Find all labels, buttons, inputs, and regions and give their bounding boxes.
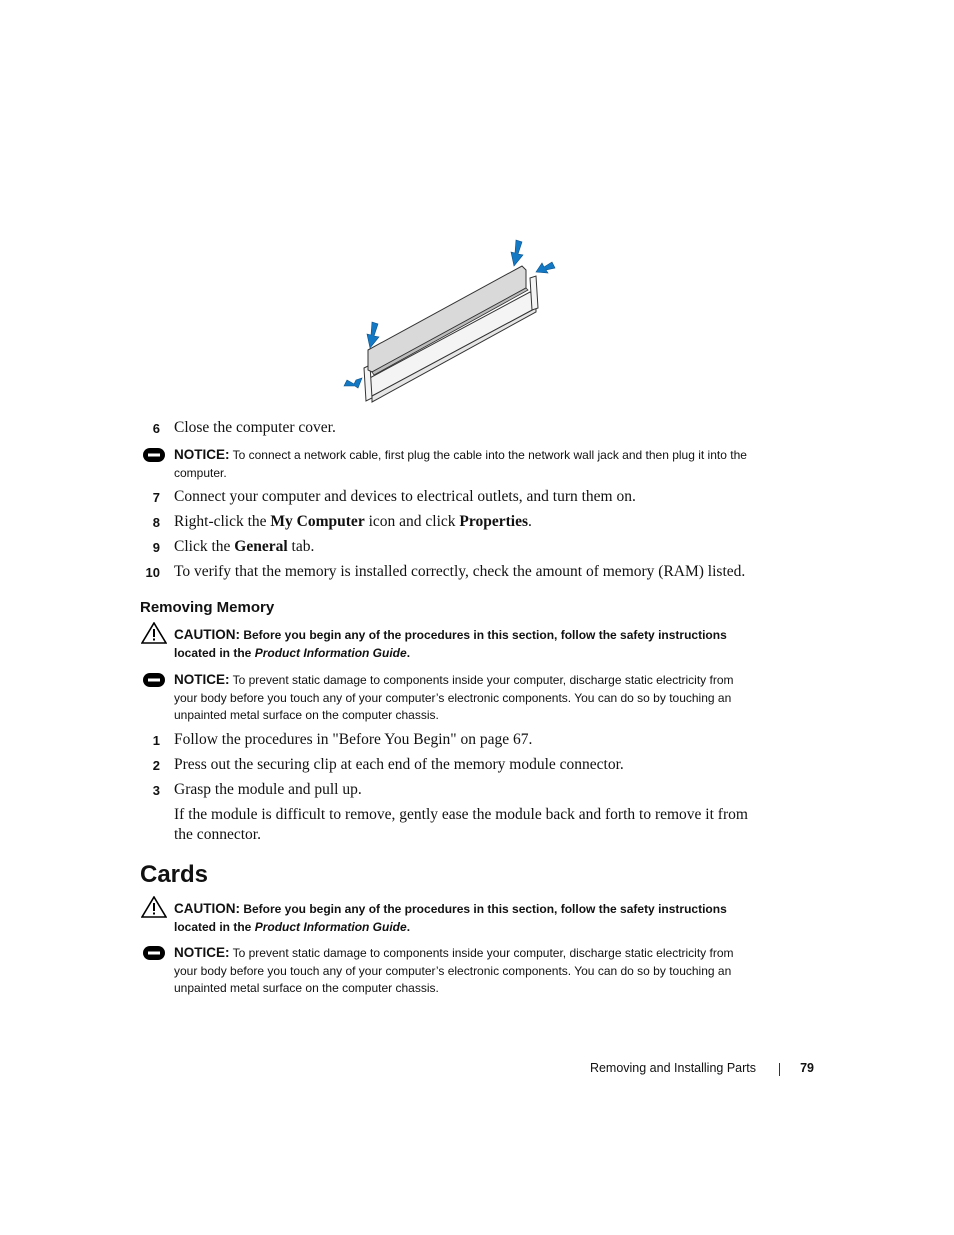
step-text: Connect your computer and devices to electrical outlets, and turn them on. [174,488,636,505]
ui-term-properties: Properties [459,513,528,530]
notice-network-cable [140,446,760,482]
notice-text: To connect a network cable, first plug the cable into the network wall jack and then plug it into the computer. [174,448,747,480]
text-run: icon and click [364,513,460,530]
text-run: . [406,919,411,934]
step-number: 1 [152,733,160,748]
caution-label: CAUTION: [174,901,240,916]
step-8 [140,512,760,532]
footer-separator [779,1063,780,1076]
step-number: 8 [152,515,160,530]
notice-icon [142,672,166,688]
ui-term-my-computer: My Computer [270,513,365,530]
step-number: 9 [152,540,160,555]
notice-static-cards [140,944,760,998]
text-run: Click the [174,538,235,555]
arrow-clip-left-icon [344,378,362,388]
notice-text: To prevent static damage to components inside your computer, discharge static electricity from your body before you touch any of your computer’s electronic components. You can do so by touching an unpainted metal surface on the computer chassis. [174,673,734,722]
step-6 [140,418,760,438]
notice-text: To prevent static damage to components inside your computer, discharge static electricity from your body before you touch any of your computer’s electronic components. You can do so by touching an unpainted metal surface on the computer chassis. [174,946,734,995]
step-text [174,537,760,557]
remove-step-3 [140,780,760,800]
step-9 [140,537,760,557]
remove-paragraph: If the module is difficult to remove, gently ease the module back and forth to remove it from the connector. [174,806,748,843]
text-run: . [406,645,411,660]
footer-section-title: Removing and Installing Parts [589,1061,756,1075]
step-text: Follow the procedures in "Before You Begin" on page 67. [174,731,533,748]
right-clip [530,276,538,310]
caution-removing [140,626,760,662]
caution-triangle-icon [141,896,167,918]
step-number: 6 [152,421,160,436]
caution-text: Before you begin any of the procedures in this section, follow the safety instructions located in the [174,902,727,934]
page-number: 79 [800,1061,814,1075]
notice-static-removing [140,671,760,725]
step-number: 3 [152,783,160,798]
step-text: To verify that the memory is installed correctly, check the amount of memory (RAM) listed. [174,563,746,580]
arrow-down-right-icon [511,240,523,266]
step-text: Grasp the module and pull up. [174,781,362,798]
caution-text: Before you begin any of the procedures in this section, follow the safety instructions located in the [174,628,727,660]
remove-step-1 [140,730,760,750]
caution-label: CAUTION: [174,627,240,642]
step-number: 10 [145,565,160,580]
notice-label: NOTICE: [174,945,230,960]
notice-icon [142,945,166,961]
caution-triangle-icon [141,622,167,644]
section-heading-removing-memory: Removing Memory [140,599,275,616]
notice-label: NOTICE: [174,672,230,687]
notice-label: NOTICE: [174,447,230,462]
step-number: 2 [152,758,160,773]
guide-title: Product Information Guide [254,919,407,934]
text-run: . [527,513,532,530]
notice-icon [142,447,166,463]
memory-module-illustration [330,230,570,415]
arrow-clip-right-icon [536,262,555,273]
step-text: Close the computer cover. [174,419,336,436]
step-text [174,512,760,532]
arrow-down-left-icon [367,322,379,348]
guide-title: Product Information Guide [254,645,407,660]
section-heading-cards: Cards [140,861,209,888]
text-run: Right-click the [174,513,271,530]
caution-cards [140,900,760,936]
remove-step-2 [140,755,760,775]
step-number: 7 [152,490,160,505]
text-run: tab. [287,538,315,555]
step-10 [140,562,760,582]
step-7 [140,487,760,507]
ui-term-general: General [234,538,288,555]
step-text: Press out the securing clip at each end of the memory module connector. [174,756,624,773]
